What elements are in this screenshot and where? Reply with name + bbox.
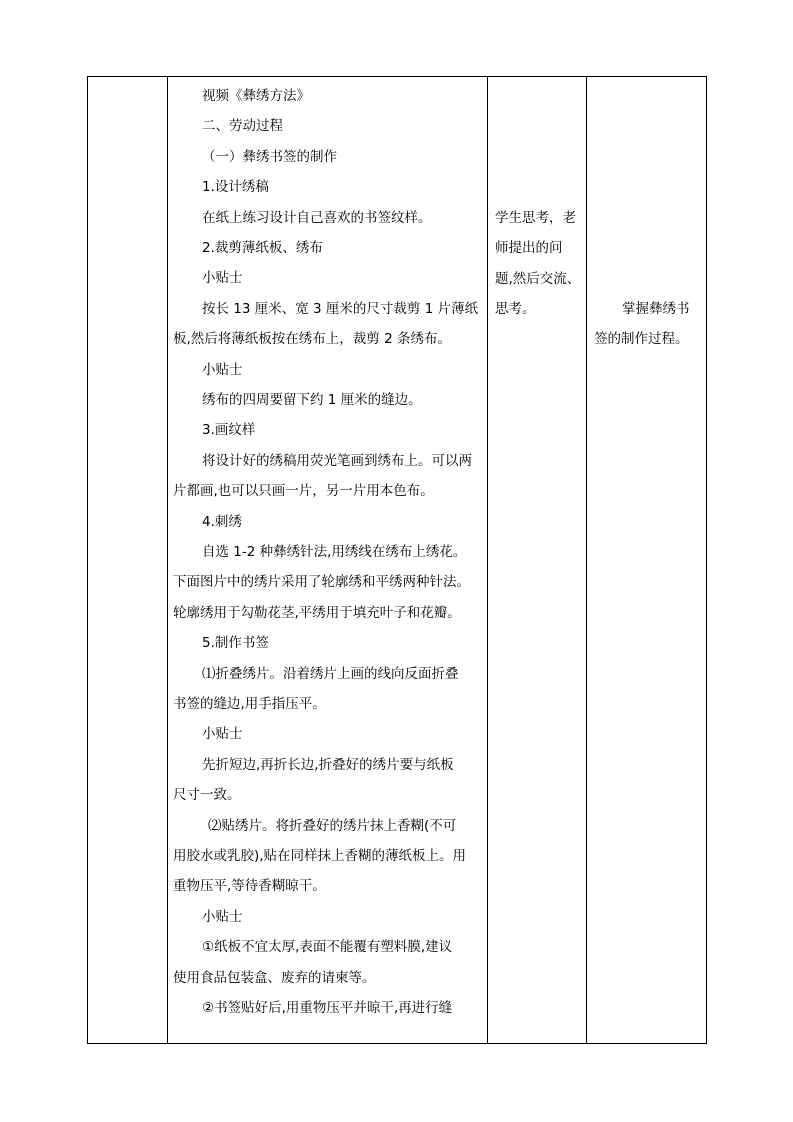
content-line: ①纸板不宜太厚,表面不能覆有塑料膜,建议 (202, 939, 453, 956)
content-line: 5.制作书签 (202, 635, 269, 652)
content-line: 3.画纹样 (202, 422, 256, 439)
content-line: 二、劳动过程 (202, 118, 283, 135)
content-line: 轮廓绣用于勾勒花茎,平绣用于填充叶子和花瓣。 (173, 604, 461, 621)
content-line: 绣布的四周要留下约 1 厘米的缝边。 (202, 392, 422, 408)
content-line: ⑵贴绣片。将折叠好的绣片抹上香糊(不可 (208, 817, 457, 834)
content-line: 使用食品包装盒、废弃的请柬等。 (173, 969, 376, 986)
content-line: 用胶水或乳胶),贴在同样抹上香糊的薄纸板上。用 (173, 848, 467, 864)
content-line: 小贴士 (202, 908, 243, 925)
content-line: 1.设计绣稿 (202, 179, 269, 196)
content-line: 2.裁剪薄纸板、绣布 (202, 240, 323, 256)
content-line: 自选 1-2 种彝绣针法,用绣线在绣布上绣花。 (202, 544, 467, 560)
content-line: ②书签贴好后,用重物压平并晾干,再进行缝 (202, 1000, 453, 1016)
content-line: 小贴士 (202, 361, 243, 378)
student-activity-line: 思考。 (495, 301, 536, 318)
content-line: 小贴士 (202, 270, 243, 287)
student-activity-cell (488, 77, 587, 1043)
content-line: 下面图片中的绣片采用了轮廓绣和平绣两种针法。 (173, 574, 470, 591)
content-line: 将设计好的绣稿用荧光笔画到绣布上。可以两 (202, 452, 472, 469)
student-activity-line: 师提出的问 (495, 240, 563, 257)
teaching-content-cell (168, 77, 488, 1043)
design-intent-line: 签的制作过程。 (594, 331, 689, 348)
content-line: 按长 13 厘米、宽 3 厘米的尺寸裁剪 1 片薄纸 (202, 300, 479, 317)
empty-cell (88, 77, 167, 1043)
content-line: 视频《彝绣方法》 (202, 88, 310, 104)
student-activity-line: 学生思考，老 (495, 210, 576, 226)
content-line: （一）彝绣书签的制作 (202, 148, 337, 165)
lesson-table (87, 76, 707, 1044)
content-line: 尺寸一致。 (173, 787, 241, 804)
content-line: ⑴折叠绣片。沿着绣片上画的线向反面折叠 (202, 665, 459, 682)
content-line: 小贴士 (202, 726, 243, 743)
content-line: 在纸上练习设计自己喜欢的书签纹样。 (202, 209, 432, 226)
content-line: 先折短边,再折长边,折叠好的绣片要与纸板 (202, 756, 454, 773)
design-intent-cell (587, 77, 707, 1043)
content-line: 书签的缝边,用手指压平。 (173, 696, 326, 712)
design-intent-line: 掌握彝绣书 (622, 301, 690, 317)
content-line: 重物压平,等待香糊晾干。 (173, 878, 326, 895)
content-line: 板,然后将薄纸板按在绣布上，裁剪 2 条绣布。 (173, 331, 451, 348)
content-line: 4.刺绣 (202, 513, 242, 530)
content-line: 片都画,也可以只画一片，另一片用本色布。 (173, 483, 434, 500)
student-activity-line: 题,然后交流、 (495, 270, 581, 287)
